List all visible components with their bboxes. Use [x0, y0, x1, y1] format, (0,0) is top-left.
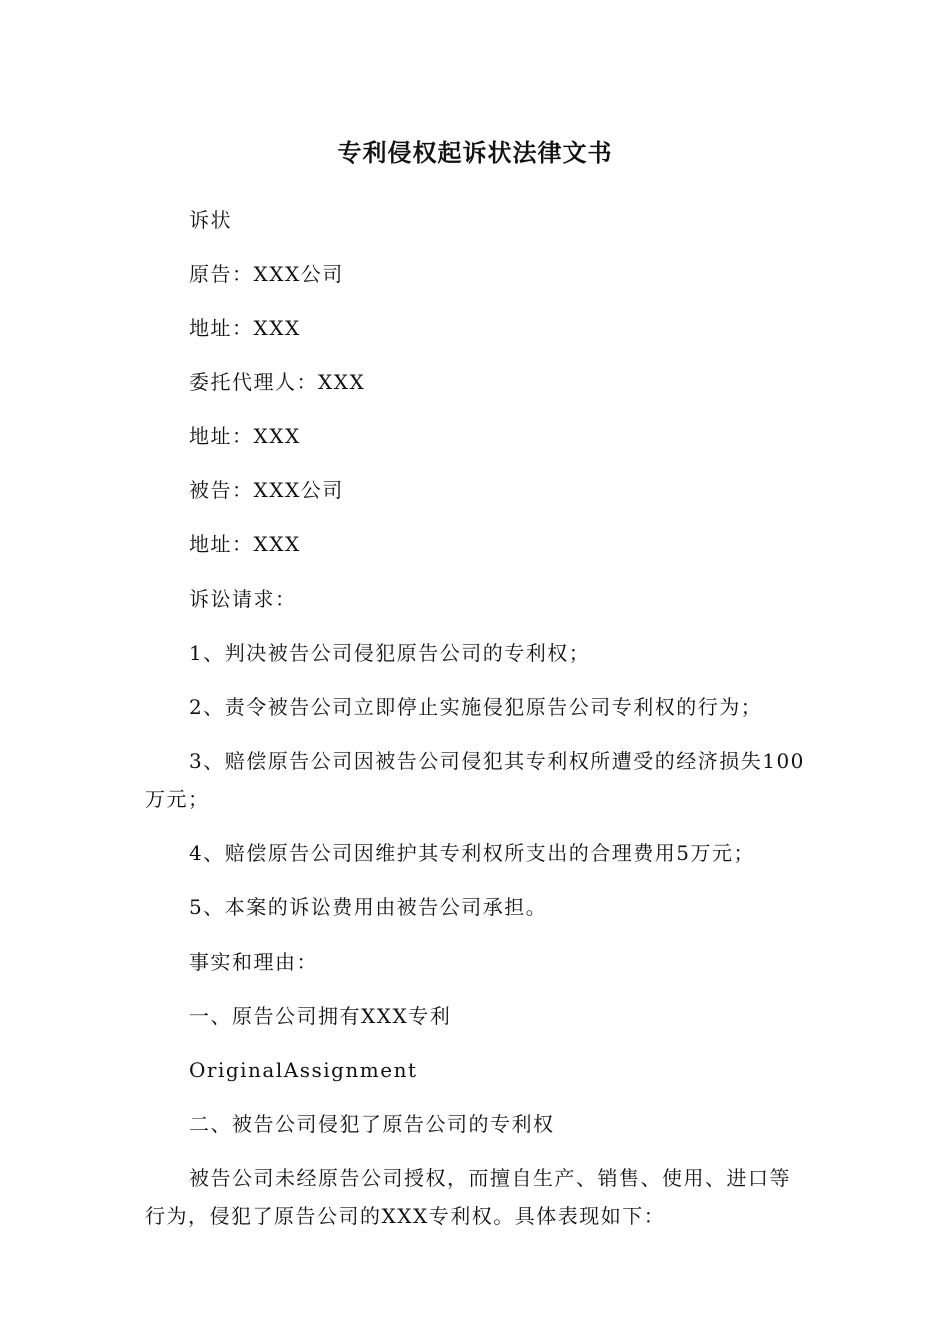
paragraph-claims-heading: 诉讼请求：	[189, 587, 297, 611]
document-title: 专利侵权起诉状法律文书	[337, 139, 613, 167]
paragraph-claim-1: 1、判决被告公司侵犯原告公司的专利权；	[189, 641, 591, 665]
paragraph-plaintiff-address: 地址：XXX	[189, 316, 301, 340]
paragraph-defendant: 被告：XXX公司	[189, 478, 344, 502]
paragraph-plaintiff: 原告：XXX公司	[189, 262, 344, 286]
paragraph-agent-address: 地址：XXX	[189, 424, 301, 448]
paragraph-complaint-heading: 诉状	[189, 208, 232, 232]
paragraph-claim-3: 3、赔偿原告公司因被告公司侵犯其专利权所遭受的经济损失100万元；	[145, 749, 805, 811]
paragraph-claim-4: 4、赔偿原告公司因维护其专利权所支出的合理费用5万元；	[189, 841, 755, 865]
paragraph-claim-2: 2、责令被告公司立即停止实施侵犯原告公司专利权的行为；	[189, 695, 763, 719]
paragraph-agent: 委托代理人：XXX	[189, 370, 366, 394]
paragraph-original-assignment: OriginalAssignment	[189, 1058, 418, 1082]
paragraph-defendant-address: 地址：XXX	[189, 532, 301, 556]
paragraph-infringement-detail: 被告公司未经原告公司授权，而擅自生产、销售、使用、进口等行为，侵犯了原告公司的XXX专利权。具体表现如下：	[145, 1166, 791, 1228]
paragraph-section-2: 二、被告公司侵犯了原告公司的专利权	[189, 1112, 555, 1136]
paragraph-claim-5: 5、本案的诉讼费用由被告公司承担。	[189, 895, 548, 919]
paragraph-section-1: 一、原告公司拥有XXX专利	[189, 1004, 452, 1028]
paragraph-facts-heading: 事实和理由：	[189, 950, 318, 974]
